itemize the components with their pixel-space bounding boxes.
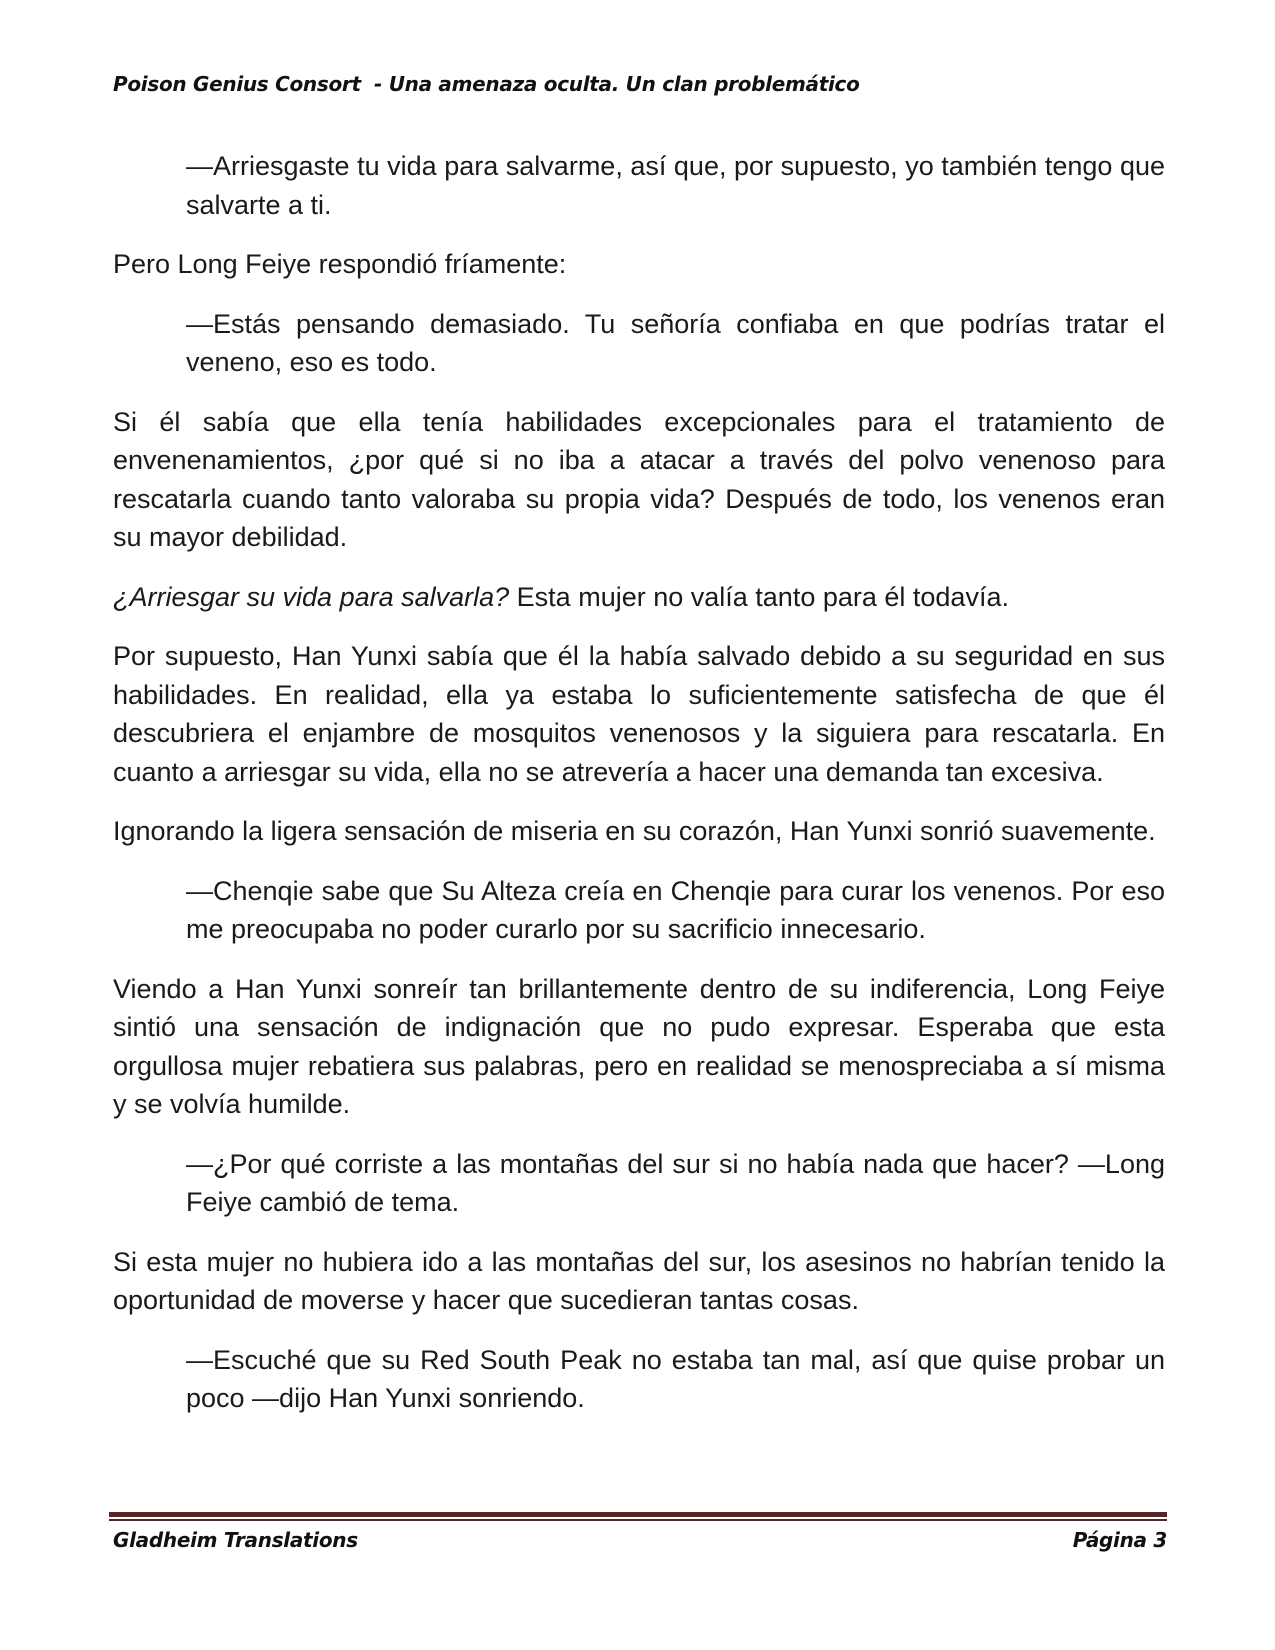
footer-rule-thick [109,1512,1167,1517]
page-header-title: Poison Genius Consort - Una amenaza oculta. Un clan problemático [113,72,860,96]
narrative-paragraph [113,578,1165,617]
footer-credit: Gladheim Translations [113,1528,358,1552]
narrative-paragraph: Por supuesto, Han Yunxi sabía que él la había salvado debido a su seguridad en sus habilidades. En realidad, ella ya estaba lo suficientemente satisfecha de que él descubriera el enjambre de mosquitos venenosos y la siguiera para rescatarla. En cuanto a arriesgar su vida, ella no se atrevería a hacer una demanda tan excesiva. [113,641,1165,787]
footer-rule-thin [109,1519,1167,1521]
narrative-text: Esta mujer no valía tanto para él todavía. [509,581,1009,612]
narrative-paragraph: Si esta mujer no hubiera ido a las montañas del sur, los asesinos no habrían tenido la oportunidad de moverse y hacer que sucedieran tantas cosas. [113,1246,1165,1315]
narrative-paragraph: Ignorando la ligera sensación de miseria en su corazón, Han Yunxi sonrió suavemente. [113,816,1156,846]
dialogue-paragraph: —Arriesgaste tu vida para salvarme, así que, por supuesto, yo también tengo que salvarte a ti. [186,151,1165,220]
dialogue-paragraph: —Estás pensando demasiado. Tu señoría confiaba en que podrías tratar el veneno, eso es todo. [186,308,1165,377]
dialogue-paragraph: —¿Por qué corriste a las montañas del sur si no había nada que hacer? —Long Feiye cambió de tema. [186,1148,1165,1217]
narrative-paragraph: Si él sabía que ella tenía habilidades excepcionales para el tratamiento de envenenamientos, ¿por qué si no iba a atacar a través del polvo venenoso para rescatarla cuando tanto valoraba su propia vida? Después de todo, los venenos eran su mayor debilidad. [113,406,1165,552]
narrative-paragraph: Pero Long Feiye respondió fríamente: [113,249,567,279]
dialogue-paragraph: —Chenqie sabe que Su Alteza creía en Chenqie para curar los venenos. Por eso me preocupaba no poder curarlo por su sacrificio innecesario. [186,875,1165,944]
dialogue-paragraph: —Escuché que su Red South Peak no estaba tan mal, así que quise probar un poco —dijo Han Yunxi sonriendo. [186,1344,1165,1413]
narrative-paragraph: Viendo a Han Yunxi sonreír tan brillantemente dentro de su indiferencia, Long Feiye sintió una sensación de indignación que no pudo expresar. Esperaba que esta orgullosa mujer rebatiera sus palabras, pero en realidad se menospreciaba a sí misma y se volvía humilde. [113,973,1165,1119]
italic-thought: ¿Arriesgar su vida para salvarla? [113,581,510,612]
document-body [113,147,1165,1439]
page-number: Página 3 [1072,1528,1167,1552]
